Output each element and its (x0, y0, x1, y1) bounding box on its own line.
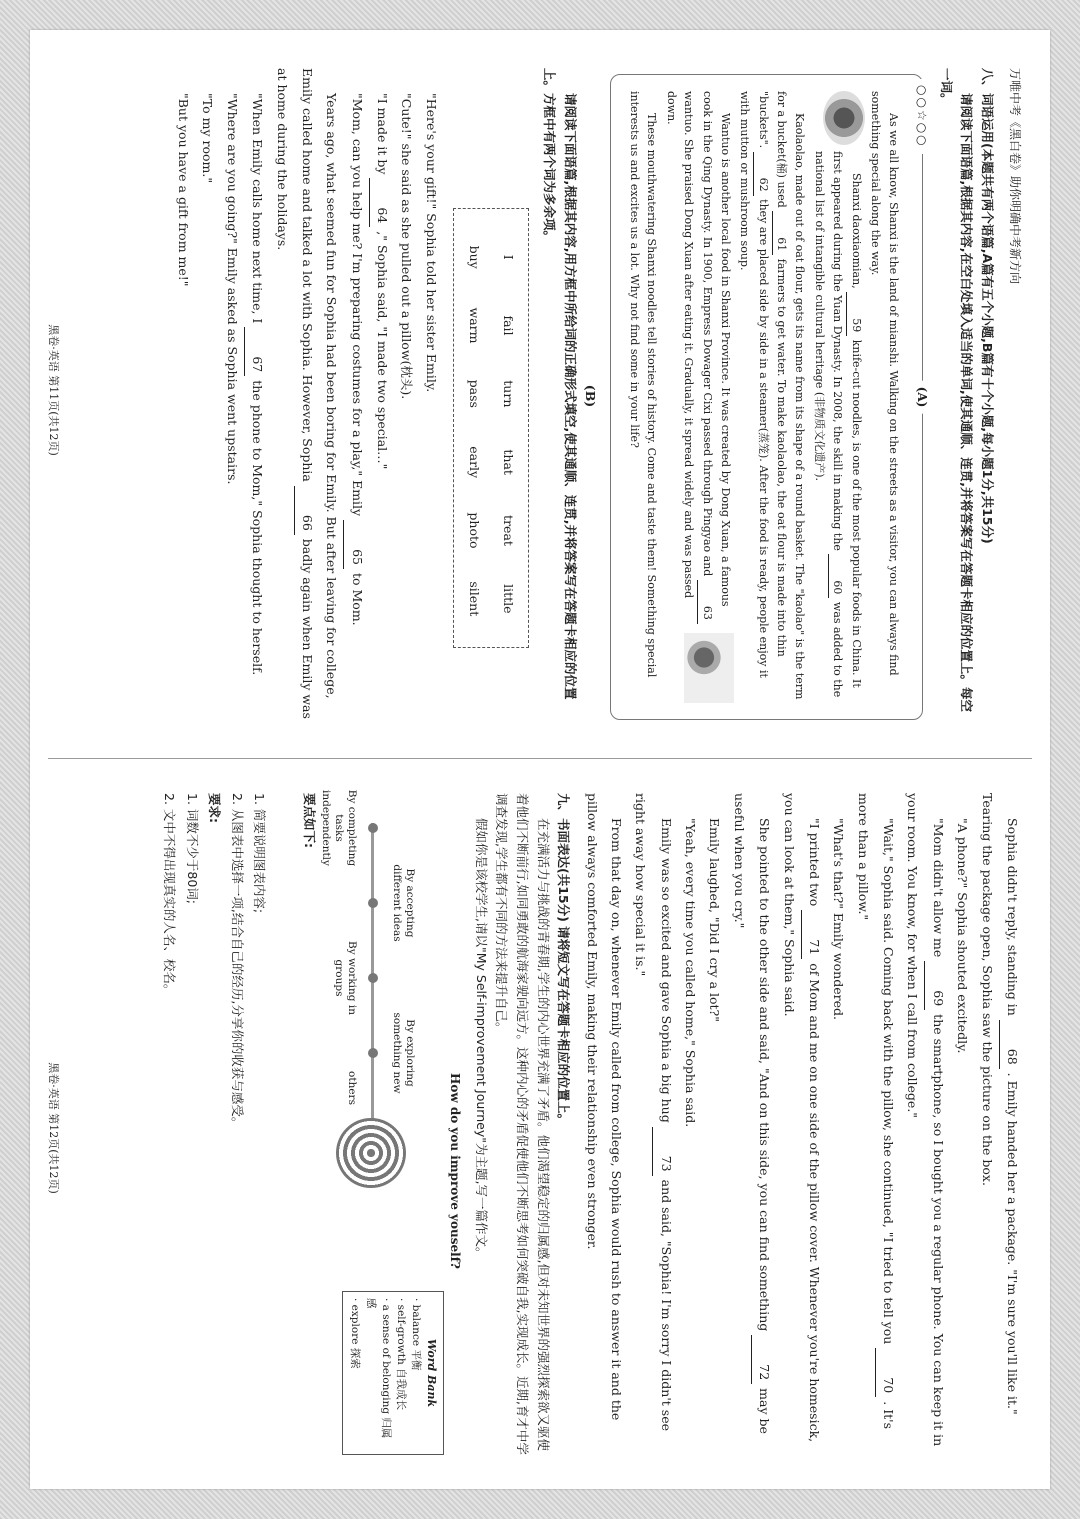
method-label: By accepting different ideas (391, 864, 417, 942)
passage-b-story (171, 68, 443, 724)
word-box-item: buy (466, 245, 482, 269)
page-12 (30, 767, 1050, 1489)
story-paragraph: She pointed to the other side and said, "And on this side, you can find something 72 may be useful when you cry." (727, 793, 777, 1459)
story-paragraph: "What's that?" Emily wondered. (831, 818, 847, 1020)
story-paragraph: "A phone?" Sophia shouted excitedly. (955, 818, 971, 1054)
word-box-item: photo (466, 512, 482, 549)
word-box-item: warm (466, 307, 482, 344)
points-title: 要点如下: (302, 793, 318, 848)
footer-right: 黑卷·英语 第12页(共12页) (46, 1062, 60, 1194)
passage-b-title: (B) (583, 384, 599, 408)
passage-a-box (610, 74, 929, 720)
story-paragraph: "Yeah, every time you called home," Sophia said. (683, 818, 699, 1128)
timeline-dot (368, 1048, 378, 1058)
passage-a-para3: Wantuo is another local food in Shanxi Province. It was created by Dong Xuan, a famous cook in the Qing Dynasty. In 1900, Empress Dowager Cixi passed through Pingyao and 63 wantuo. She praised Dong Xuan after eating it. Gradually, it spread widely and was passed down. (662, 91, 733, 703)
methods-timeline (306, 789, 446, 1223)
timeline-dot (368, 898, 378, 908)
story-paragraph: Years ago, what seemed fun for Sophia had been boring for Emily. But after leaving for college, Emily called home and talked a lot with Sophia. However, Sophia 66 badly again when Emily was at home during the holidays. (274, 68, 340, 719)
requirements-title: 要求: (207, 793, 223, 823)
requirement-item: 2. 文中不得出现真实的人名、校名。 (162, 793, 178, 997)
points-list (158, 793, 271, 1459)
footer-left: 黑卷·英语 第11页(共12页) (46, 324, 60, 456)
decor-stars: ○○☆○○ (912, 79, 931, 154)
section9-title: 九、书面表达(共15分) 请将短文写在答题卡相应的位置上。 (556, 793, 572, 1127)
word-box-item: treat (500, 515, 516, 546)
blank-68: 68 (999, 1020, 1024, 1069)
rotated-spread (30, 30, 1050, 1489)
wantuo-photo (684, 633, 734, 703)
noodle-photo (823, 91, 865, 145)
blank-73: 73 (652, 1127, 677, 1176)
blank-67: 67 (244, 327, 269, 376)
story-paragraph: "Where are you going?" Emily asked as Sophia went upstairs. (224, 93, 240, 485)
blank-64: 64 (369, 178, 394, 227)
writing-prompt-area (280, 789, 470, 1459)
point-item: 2. 从图表中选择一项,结合自己的经历,分享你的收获与感受。 (229, 793, 245, 1130)
word-bank-item: · a sense of belonging 归属感 (364, 1298, 392, 1439)
story-paragraph: Emily laughed, "Did I cry a lot?" (707, 818, 723, 1022)
story-paragraph: From that day on, whenever Emily called from college, Sophia would rush to answer it and the pillow always comforted Emily, making their relationship even stronger. (584, 793, 624, 1421)
page-11 (30, 30, 1050, 750)
word-box-item: pass (466, 379, 482, 408)
story-paragraph: Emily was so excited and gave Sophia a big hug 73 and said, "Sophia! I'm sorry I didn't see right away how special it is." (628, 793, 678, 1459)
word-box-item: little (500, 584, 516, 614)
section8-title: 八、词语运用(本题共有两个语篇,A篇有五个小题,B篇有十个小题,每小题1分,共15分) (979, 68, 995, 544)
word-box-item: early (466, 446, 482, 479)
fold-line (48, 758, 1032, 759)
passage-b-instruction: 请阅读下面语篇,根据其内容,用方框中所给词的正确形式填空,使其通顺、连贯,并将答案写在答题卡相应的位置上。方框中有两个词为多余项。 (542, 68, 579, 700)
word-box (453, 208, 529, 648)
timeline-dot (368, 823, 378, 833)
running-header: 万唯中考《黑白卷》助你明确中考新方向 (1008, 68, 1022, 285)
target-icon (336, 1118, 406, 1188)
word-bank-item: · balance 平衡 (410, 1298, 423, 1371)
word-box-item: silent (466, 581, 482, 617)
point-item: 1. 简要说明图表内容; (252, 793, 268, 914)
blank-72: 72 (751, 1335, 776, 1384)
blank-71: 71 (801, 910, 826, 959)
blank-65: 65 (343, 520, 368, 569)
story-paragraph: "I printed two 71 of Mom and me on one side of the pillow cover. Whenever you're homesick, you can look at them," Sophia said. (776, 793, 826, 1459)
method-label: By working in groups (333, 941, 359, 1015)
word-bank-item: · explore 探索 (349, 1298, 362, 1369)
passage-a-intro: As we all know, Shanxi is the land of mianshi. Walking on the streets as a visitor, you can always find something special along the way. (869, 91, 900, 676)
story-paragraph: Sophia didn't reply, standing in 68 . Emily handed her a package. "I'm sure you'll like it." Tearing the package open, Sophia saw the picture on the box. (974, 793, 1024, 1459)
section9-para1: 在充满活力与挑战的青春期,学生的内心世界充满了矛盾。他们渴望稳定的归属感,但对未知世界的强烈探索欲又驱使着他们不断前行,如同勇敢的航海家驶向远方。这种内心的矛盾促使他们不断思考如何突破自我,实现成长。近期,育才中学调查发现,学生都有不同的方法来提升自己。 (494, 793, 551, 1455)
blank-69: 69 (925, 961, 950, 1010)
blank-61: 61 (772, 211, 791, 255)
chart-title: How do you improve youself? (448, 1073, 463, 1269)
story-paragraph: "Mom didn't allow me 69 the smartphone, so I bought you a regular phone. You can keep it in your room. You know, for when I call from college." (900, 793, 950, 1459)
key-points (298, 793, 321, 1453)
blank-59: 59 (846, 292, 865, 336)
story-paragraph: "I made it by 64 ," Sophia said, "I made two special…" (369, 68, 394, 724)
word-box-item: I (500, 254, 516, 260)
passage-a-para4: These mouthwatering Shanxi noodles tell stories of history. Come and taste them! Something special interests us and excites us a lot. Why not find some in your life? (627, 91, 659, 678)
blank-60: 60 (828, 554, 847, 598)
word-bank (342, 1291, 444, 1455)
blank-66: 66 (294, 486, 319, 535)
story-paragraph: "Cute!" she said as she pulled out a pillow(枕头). (399, 93, 415, 400)
word-bank-title: Word Bank (425, 1338, 439, 1408)
section9-para2: 假如你是该校学生,请以"My Self-improvement Journey"为主题,写一篇作文。 (473, 818, 489, 1260)
blank-63: 63 (697, 580, 716, 624)
passage-a-instruction: 请阅读下面语篇,根据其内容,在空白处填入适当的单词,使其通顺、连贯,并将答案写在答题卡相应的位置上。每空一词。 (938, 68, 975, 712)
passage-b-story-continued (579, 793, 1024, 1459)
story-paragraph: "Mom, can you help me? I'm preparing costumes for a play," Emily 65 to Mom. (343, 68, 368, 724)
story-paragraph: "To my room." (200, 93, 216, 184)
blank-70: 70 (875, 1348, 900, 1397)
requirement-item: 1. 词数不少于80词; (184, 793, 200, 905)
passage-a-title: (A) (912, 381, 931, 414)
exam-sheet (30, 30, 1050, 1489)
story-paragraph: "Here's your gift!" Sophia told her sister Emily. (423, 93, 439, 393)
word-box-item: turn (500, 380, 516, 408)
blank-62: 62 (753, 152, 772, 196)
method-label: others (346, 1071, 359, 1105)
method-label: By exploring something new (391, 1012, 417, 1094)
passage-a-para1: Shanxi daoxiaomian, 59 knife-cut noodles, is one of the most popular foods in China. It first appeared during the Yuan Dynasty. In 2008, the skill in making the 60 was added to the national list of intangible cultural heritage (非物质文化遗产). (810, 91, 865, 703)
story-paragraph: "Wait," Sophia said. Coming back with the pillow, she continued, "I tried to tell you 70 . It's more than a pillow." (850, 793, 900, 1459)
timeline-dot (368, 973, 378, 983)
word-bank-item: · self-growth 自我成长 (394, 1298, 407, 1411)
story-paragraph: "But you have a gift from me!" (176, 93, 192, 287)
story-paragraph: "When Emily calls home next time, I 67 the phone to Mom," Sophia thought to herself. (244, 68, 269, 724)
word-box-item: that (500, 449, 516, 475)
method-label: By completing tasks independently (319, 789, 359, 867)
word-box-item: fail (500, 315, 516, 336)
passage-a-para2: Kaolaolao, made out of oat flour, gets its name from its shape of a round basket. The "kaolao" is the term for a bucket(桶) used 61 farmers to get water. To make kaolaolao, the oat flour is made into thin "buckets". 62 they are placed side by side in a steamer(蒸笼). After the food is ready, people enjoy it with mutton or mushroom soup. (738, 91, 806, 700)
